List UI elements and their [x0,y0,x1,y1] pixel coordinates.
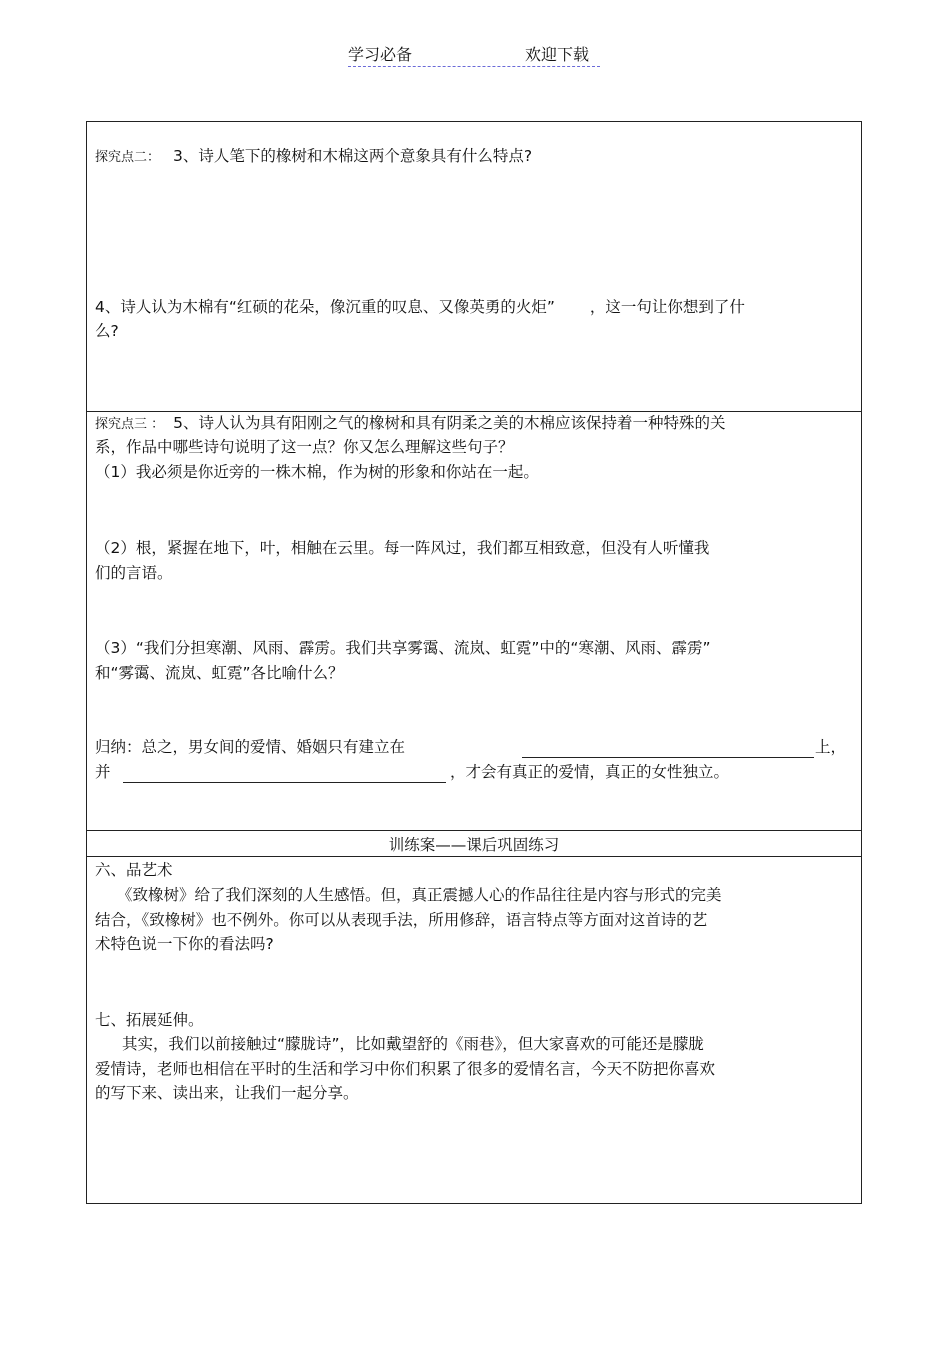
summary-text-c: 并 [95,763,111,781]
summary-line1 [95,735,405,760]
summary-text-a: 归纳：总之，男女间的爱情、婚姻只有建立在 [95,738,406,756]
item-2-line2: 们的言语。 [95,564,173,582]
item-3-line1: （3）“我们分担寒潮、风雨、霹雳。我们共享雾霭、流岚、虹霓”中的“寒潮、风雨、霹雳” [95,639,711,657]
header-left-text: 学习必备 [348,45,413,64]
question-4-text-a: 4、诗人认为木棉有“红硕的花朵，像沉重的叹息、又像英勇的火炬” [95,298,555,316]
summary-text-b: 上， [815,738,847,756]
section7-line2: 爱情诗，老师也相信在平时的生活和学习中你们积累了很多的爱情名言，今天不防把你喜欢 [95,1060,716,1078]
item-3-line2: 和“雾霭、流岚、虹霓”各比喻什么？ [95,664,344,682]
section6-line1: 《致橡树》给了我们深刻的人生感悟。但，真正震撼人心的作品往往是内容与形式的完美 [117,886,722,904]
summary-blank-2[interactable] [123,766,446,783]
page-header [348,42,600,67]
practice-title: 训练案——课后巩固练习 [388,836,560,854]
section2-row [95,144,532,170]
divider-practice-title [86,830,862,831]
section7-line3: 的写下来、读出来，让我们一起分享。 [95,1084,359,1102]
question-3: 3、诗人笔下的橡树和木棉这两个意象具有什么特点? [172,147,533,165]
question-4-line2: 么? [95,322,119,340]
section3-label: 探究点三 ： [95,417,165,432]
item-1: （1）我必须是你近旁的一株木棉，作为树的形象和你站在一起。 [95,463,539,481]
item-2-line1: （2）根，紧握在地下，叶，相触在云里。每一阵风过，我们都互相致意，但没有人听懂我 [95,539,710,557]
summary-blank-1[interactable] [522,741,814,758]
question-4-text-b: ，这一句让你想到了什 [589,298,745,316]
section6-title: 六、品艺术 [95,861,173,879]
section2-label: 探究点二： [95,150,161,165]
section7-line1: 其实，我们以前接触过“朦胧诗”，比如戴望舒的《雨巷》，但大家喜欢的可能还是朦胧 [122,1035,704,1053]
question-4-line1 [95,295,745,320]
section6-line2: 结合，《致橡树》也不例外。你可以从表现手法，所用修辞，语言特点等方面对这首诗的艺 [95,911,708,929]
question-5-line1: 5、诗人认为具有阳刚之气的橡树和具有阴柔之美的木棉应该保持着一种特殊的关 [173,414,726,432]
question-5-line2: 系，作品中哪些诗句说明了这一点？你又怎么理解这些句子？ [95,438,514,456]
divider-practice-body [86,856,862,857]
section6-line3: 术特色说一下你的看法吗? [95,935,274,953]
section3-row [95,411,725,437]
header-right-text: 欢迎下载 [525,45,590,64]
section7-title: 七、拓展延伸。 [95,1011,204,1029]
summary-text-d: ，才会有真正的爱情，真正的女性独立。 [450,763,730,781]
